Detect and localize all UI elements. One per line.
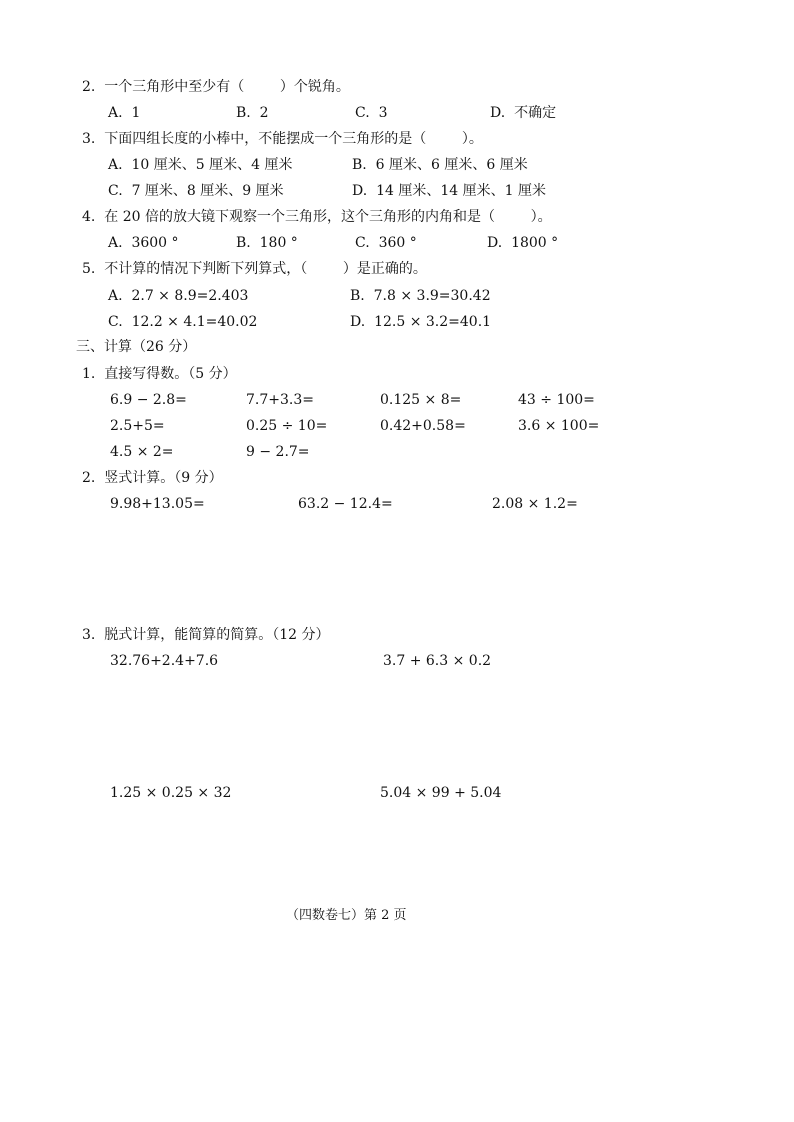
question-2-stem: 2. 一个三角形中至少有（ ）个锐角。 (82, 79, 350, 95)
q5-option-d: D. 12.5 × 3.2=40.1 (350, 314, 492, 330)
q2-option-a: A. 1 (108, 105, 141, 121)
q2-option-b: B. 2 (236, 105, 269, 121)
oral-item: 43 ÷ 100= (518, 392, 595, 408)
stepwise-item: 5.04 × 99 + 5.04 (380, 785, 502, 801)
sub-2-title: 2. 竖式计算。（9 分） (82, 470, 223, 486)
q3-option-d: D. 14 厘米、14 厘米、1 厘米 (352, 183, 546, 199)
section-3-heading: 三、计算（26 分） (76, 339, 197, 355)
stepwise-item: 1.25 × 0.25 × 32 (110, 785, 232, 801)
oral-item: 3.6 × 100= (518, 418, 600, 434)
oral-item: 7.7+3.3= (246, 392, 314, 408)
q2-option-d: D. 不确定 (490, 105, 557, 121)
stepwise-item: 32.76+2.4+7.6 (110, 653, 219, 669)
q5-option-c: C. 12.2 × 4.1=40.02 (108, 314, 258, 330)
stepwise-item: 3.7 + 6.3 × 0.2 (383, 653, 492, 669)
question-3-stem: 3. 下面四组长度的小棒中，不能摆成一个三角形的是（ ）。 (82, 131, 483, 147)
oral-item: 0.42+0.58= (380, 418, 466, 434)
oral-item: 0.25 ÷ 10= (246, 418, 328, 434)
sub-3-title: 3. 脱式计算，能简算的简算。（12 分） (82, 627, 330, 643)
vertical-item: 9.98+13.05= (110, 496, 205, 512)
sub-1-title: 1. 直接写得数。（5 分） (82, 366, 237, 382)
oral-item: 9 − 2.7= (246, 444, 310, 460)
vertical-item: 63.2 − 12.4= (298, 496, 393, 512)
oral-item: 6.9 − 2.8= (110, 392, 187, 408)
q3-option-b: B. 6 厘米、6 厘米、6 厘米 (352, 157, 528, 173)
q4-option-a: A. 3600 ° (108, 235, 179, 251)
vertical-item: 2.08 × 1.2= (492, 496, 578, 512)
oral-item: 4.5 × 2= (110, 444, 174, 460)
q3-option-c: C. 7 厘米、8 厘米、9 厘米 (108, 183, 284, 199)
q5-option-a: A. 2.7 × 8.9=2.403 (108, 288, 249, 304)
q5-option-b: B. 7.8 × 3.9=30.42 (350, 288, 491, 304)
q3-option-a: A. 10 厘米、5 厘米、4 厘米 (108, 157, 293, 173)
q4-option-c: C. 360 ° (355, 235, 417, 251)
oral-item: 2.5+5= (110, 418, 165, 434)
question-5-stem: 5. 不计算的情况下判断下列算式，（ ）是正确的。 (82, 261, 427, 277)
page-footer: （四数卷七）第 2 页 (286, 908, 407, 923)
oral-item: 0.125 × 8= (380, 392, 462, 408)
q2-option-c: C. 3 (355, 105, 388, 121)
q4-option-d: D. 1800 ° (487, 235, 559, 251)
question-4-stem: 4. 在 20 倍的放大镜下观察一个三角形，这个三角形的内角和是（ ）。 (82, 209, 552, 225)
q4-option-b: B. 180 ° (236, 235, 298, 251)
